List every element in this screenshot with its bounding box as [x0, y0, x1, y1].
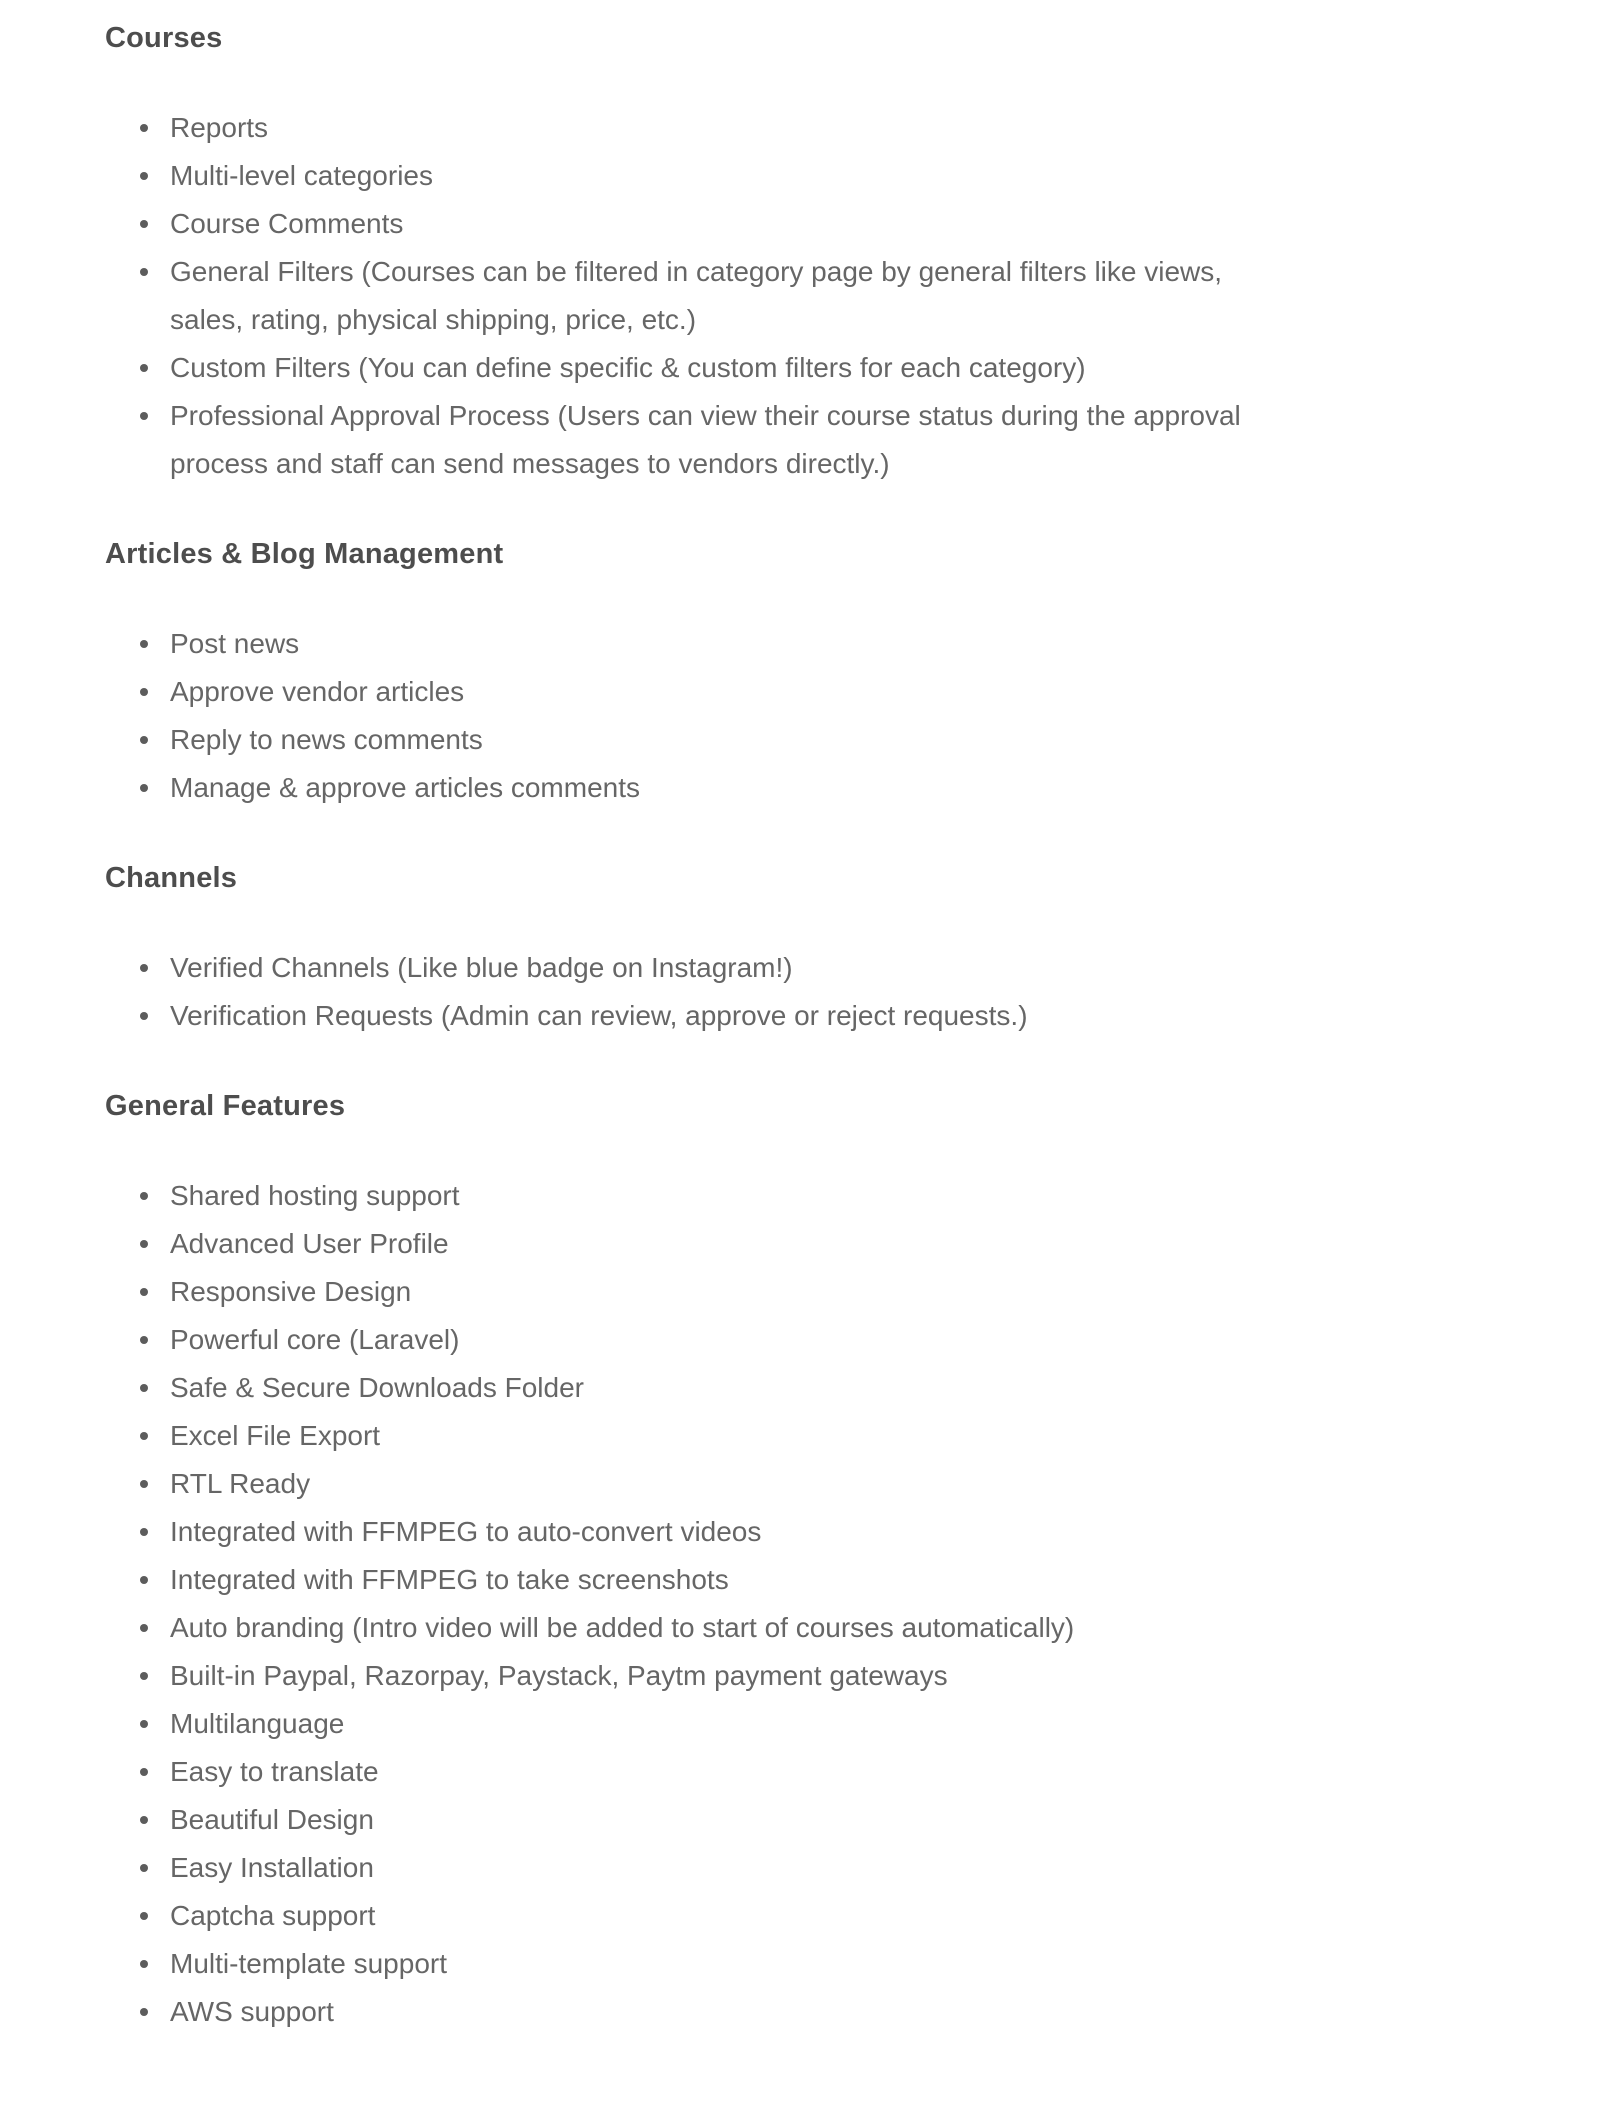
list-item: [140, 1940, 1295, 1988]
list-item-text: Integrated with FFMPEG to auto-convert videos: [170, 1516, 762, 1547]
bullet-icon: [140, 124, 148, 132]
list-item-text: Verified Channels (Like blue badge on Instagram!): [170, 952, 793, 983]
list-item: [140, 104, 1295, 152]
list-item-text: Approve vendor articles: [170, 676, 465, 707]
bullet-icon: [140, 688, 148, 696]
list-item: [140, 992, 1295, 1040]
bullet-icon: [140, 412, 148, 420]
bullet-icon: [140, 1960, 148, 1968]
list-item-text: Reply to news comments: [170, 724, 483, 755]
list-item-text: Built-in Paypal, Razorpay, Paystack, Paytm payment gateways: [170, 1660, 948, 1691]
list-item-text: Multi-template support: [170, 1948, 448, 1979]
list-item-text: Advanced User Profile: [170, 1228, 449, 1259]
list-item: [140, 344, 1295, 392]
list-item: [140, 944, 1295, 992]
list-item: [140, 668, 1295, 716]
bullet-icon: [140, 1672, 148, 1680]
list-item: [140, 1748, 1295, 1796]
feature-list: [105, 104, 1295, 488]
list-item: [140, 1988, 1295, 2036]
list-item-text: Custom Filters (You can define specific & custom filters for each category): [170, 352, 1086, 383]
bullet-icon: [140, 1336, 148, 1344]
list-item-text: Verification Requests (Admin can review, approve or reject requests.): [170, 1000, 1028, 1031]
list-item: [140, 1844, 1295, 1892]
bullet-icon: [140, 1768, 148, 1776]
list-item-text: AWS support: [170, 1996, 334, 2027]
bullet-icon: [140, 1864, 148, 1872]
list-item-text: General Filters (Courses can be filtered in category page by general filters like views, sales, rating, physical shipping, price, etc.): [170, 256, 1223, 335]
section-heading: General Features: [105, 1090, 346, 1122]
bullet-icon: [140, 640, 148, 648]
list-item-text: Excel File Export: [170, 1420, 381, 1451]
bullet-icon: [140, 1528, 148, 1536]
list-item: [140, 1412, 1295, 1460]
bullet-icon: [140, 1192, 148, 1200]
list-item: [140, 200, 1295, 248]
bullet-icon: [140, 1384, 148, 1392]
feature-list: [105, 620, 1295, 812]
bullet-icon: [140, 1576, 148, 1584]
bullet-icon: [140, 1432, 148, 1440]
list-item-text: Responsive Design: [170, 1276, 412, 1307]
list-item: [140, 1220, 1295, 1268]
list-item-text: Easy to translate: [170, 1756, 379, 1787]
bullet-icon: [140, 736, 148, 744]
list-item-text: Reports: [170, 112, 269, 143]
list-item: [140, 1892, 1295, 1940]
list-item: [140, 392, 1295, 488]
list-item: [140, 620, 1295, 668]
list-item: [140, 1700, 1295, 1748]
bullet-icon: [140, 2008, 148, 2016]
section-heading: Courses: [105, 22, 223, 54]
bullet-icon: [140, 220, 148, 228]
list-item: [140, 1172, 1295, 1220]
list-item: [140, 1556, 1295, 1604]
section-heading: Articles & Blog Management: [105, 538, 504, 570]
bullet-icon: [140, 268, 148, 276]
bullet-icon: [140, 1240, 148, 1248]
list-item-text: Powerful core (Laravel): [170, 1324, 460, 1355]
bullet-icon: [140, 964, 148, 972]
bullet-icon: [140, 1480, 148, 1488]
bullet-icon: [140, 172, 148, 180]
bullet-icon: [140, 1288, 148, 1296]
list-item: [140, 1796, 1295, 1844]
list-item: [140, 1364, 1295, 1412]
list-item-text: Post news: [170, 628, 300, 659]
list-item: [140, 1316, 1295, 1364]
list-item-text: Multilanguage: [170, 1708, 345, 1739]
list-item: [140, 1652, 1295, 1700]
bullet-icon: [140, 1912, 148, 1920]
list-item-text: Auto branding (Intro video will be added to start of courses automatically): [170, 1612, 1075, 1643]
list-item: [140, 152, 1295, 200]
list-item-text: Manage & approve articles comments: [170, 772, 640, 803]
section-heading: Channels: [105, 862, 238, 894]
bullet-icon: [140, 364, 148, 372]
content: [105, 14, 1570, 2036]
list-item: [140, 248, 1295, 344]
feature-list: [105, 944, 1295, 1040]
bullet-icon: [140, 1624, 148, 1632]
list-item-text: Captcha support: [170, 1900, 376, 1931]
feature-list: [105, 1172, 1295, 2036]
list-item-text: Professional Approval Process (Users can view their course status during the approval process and staff can send messages to vendors directly.): [170, 400, 1241, 479]
list-item-text: Integrated with FFMPEG to take screenshots: [170, 1564, 729, 1595]
list-item-text: Safe & Secure Downloads Folder: [170, 1372, 584, 1403]
bullet-icon: [140, 1012, 148, 1020]
bullet-icon: [140, 1816, 148, 1824]
bullet-icon: [140, 1720, 148, 1728]
list-item: [140, 1604, 1295, 1652]
list-item: [140, 1268, 1295, 1316]
list-item-text: Course Comments: [170, 208, 404, 239]
list-item: [140, 764, 1295, 812]
list-item-text: RTL Ready: [170, 1468, 311, 1499]
bullet-icon: [140, 784, 148, 792]
list-item: [140, 716, 1295, 764]
list-item-text: Easy Installation: [170, 1852, 374, 1883]
list-item-text: Multi-level categories: [170, 160, 433, 191]
list-item: [140, 1460, 1295, 1508]
list-item: [140, 1508, 1295, 1556]
list-item-text: Beautiful Design: [170, 1804, 374, 1835]
list-item-text: Shared hosting support: [170, 1180, 460, 1211]
